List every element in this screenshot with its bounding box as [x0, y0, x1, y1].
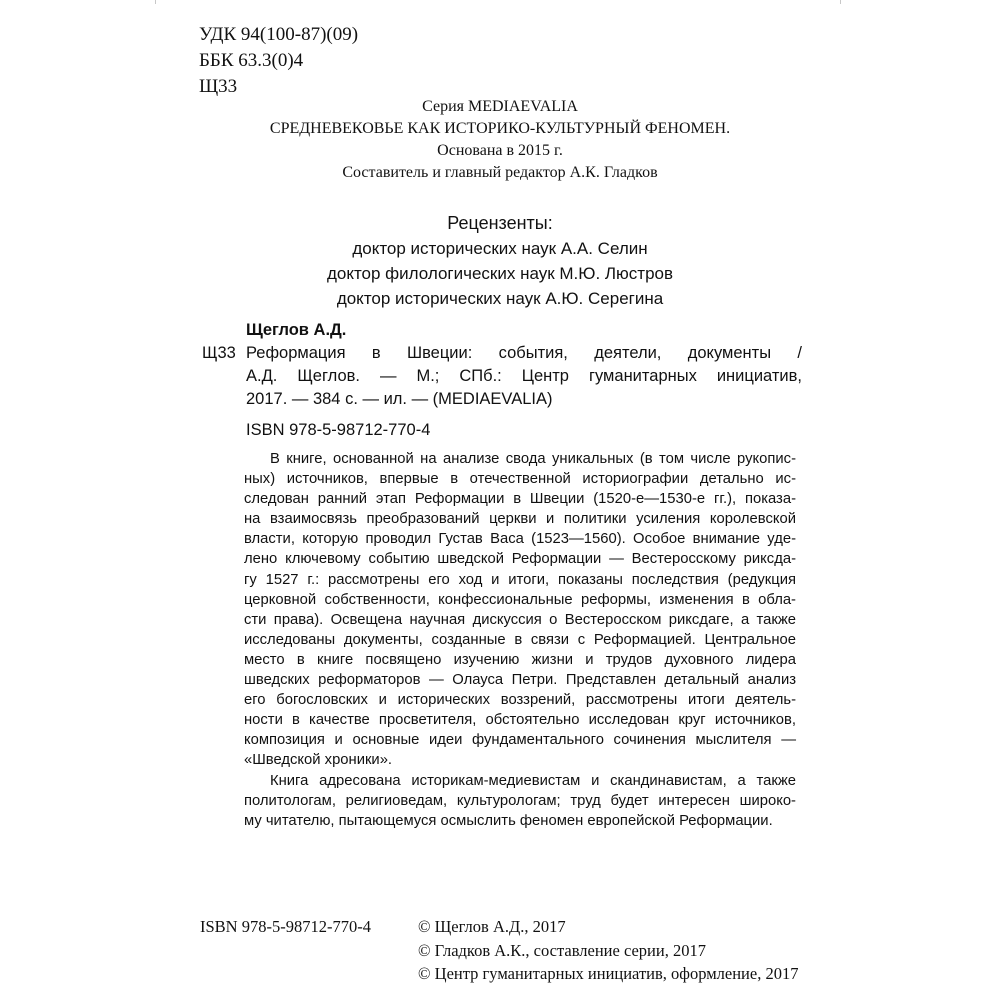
abstract-line: политологам, религиоведам, культурологам; труд будет интересен широко-: [244, 792, 796, 809]
abstract-line: ности в качестве просветителя, обстоятельно исследован круг источников,: [244, 712, 796, 729]
copyright-block: [418, 915, 798, 986]
reviewer-item: доктор исторических наук А.А. Селин: [352, 239, 648, 258]
reviewers-heading: Рецензенты:: [447, 213, 553, 233]
bib-description-line: 2017. — 384 с. — ил. — (MEDIAEVALIA): [246, 390, 553, 408]
abstract-line: церковной собственности, конфессиональные реформы, изменения в обла-: [244, 591, 796, 608]
page-edge-right: [840, 0, 841, 4]
abstract-line: место в книге посвящено изучению жизни и трудов духовного лидера: [244, 651, 796, 668]
series-block: [200, 96, 800, 184]
udk-code: УДК 94(100-87)(09): [199, 24, 359, 45]
series-title: СРЕДНЕВЕКОВЬЕ КАК ИСТОРИКО-КУЛЬТУРНЫЙ ФЕНОМЕН.: [269, 120, 731, 137]
bib-isbn: ISBN 978-5-98712-770-4: [246, 421, 431, 439]
abstract-line: ных) источников, впервые в отечественной историографии детально ис-: [244, 471, 796, 488]
series-founded: Основана в 2015 г.: [437, 142, 563, 159]
series-editor: Составитель и главный редактор А.К. Гладков: [342, 164, 658, 181]
page-edge-left: [155, 0, 156, 4]
classification-codes: [199, 22, 358, 100]
bib-code: Щ33: [202, 344, 236, 362]
footer-isbn: ISBN 978-5-98712-770-4: [200, 917, 371, 936]
series-name: Серия MEDIAEVALIA: [422, 98, 578, 115]
abstract-line: исследованы документы, созданные в связи с Реформацией. Центральное: [244, 631, 796, 648]
reviewers-block: [200, 211, 800, 311]
reviewer-item: доктор исторических наук А.Ю. Серегина: [336, 289, 664, 308]
abstract-line: власти, которую проводил Густав Васа (1523—1560). Особое внимание уде-: [244, 531, 796, 548]
copyright-line: © Щеглов А.Д., 2017: [418, 917, 566, 936]
abstract-line: его богословских и исторических воззрений, рассмотрены итоги деятель-: [244, 692, 796, 709]
abstract-line: Книга адресована историкам-медиевистам и скандинавистам, а также: [270, 772, 796, 789]
abstract-line: шведских реформаторов — Олауса Петри. Представлен детальный анализ: [244, 672, 796, 689]
abstract-line: лено ключевому событию шведской Реформации — Вестеросскому риксда-: [244, 551, 796, 568]
abstract-line: му читателю, пытающемуся осмыслить феномен европейской Реформации.: [244, 812, 773, 829]
abstract-line: следован ранний этап Реформации в Швеции (1520-е—1530-е гг.), показа-: [244, 491, 796, 508]
abstract-line: «Шведской хроники».: [244, 752, 393, 769]
abstract-line: гу 1527 г.: рассмотрены его ход и итоги, показаны последствия (редукция: [244, 571, 796, 588]
author-mark: Щ33: [199, 76, 238, 97]
bib-author: Щеглов А.Д.: [246, 321, 347, 339]
abstract-text: [244, 449, 796, 831]
copyright-line: © Центр гуманитарных инициатив, оформление, 2017: [418, 964, 799, 983]
copyright-line: © Гладков А.К., составление серии, 2017: [418, 940, 706, 960]
bbk-code: ББК 63.3(0)4: [199, 50, 304, 71]
abstract-line: сти права). Освещена научная дискуссия о Вестеросском риксдаге, а также: [244, 611, 796, 628]
abstract-line: на взаимосвязь преобразований церкви и политики усиления королевской: [244, 511, 796, 528]
reviewer-item: доктор филологических наук М.Ю. Люстров: [326, 264, 674, 283]
abstract-line: В книге, основанной на анализе свода уникальных (в том числе рукопис-: [270, 451, 796, 467]
bibliographic-record: [202, 319, 802, 442]
abstract-line: композиция и основные идеи фундаментального сочинения мыслителя —: [244, 732, 796, 749]
bib-description-line: Реформация в Швеции: события, деятели, документы /: [246, 344, 802, 362]
bib-description-line: А.Д. Щеглов. — М.; СПб.: Центр гуманитарных инициатив,: [246, 367, 802, 385]
